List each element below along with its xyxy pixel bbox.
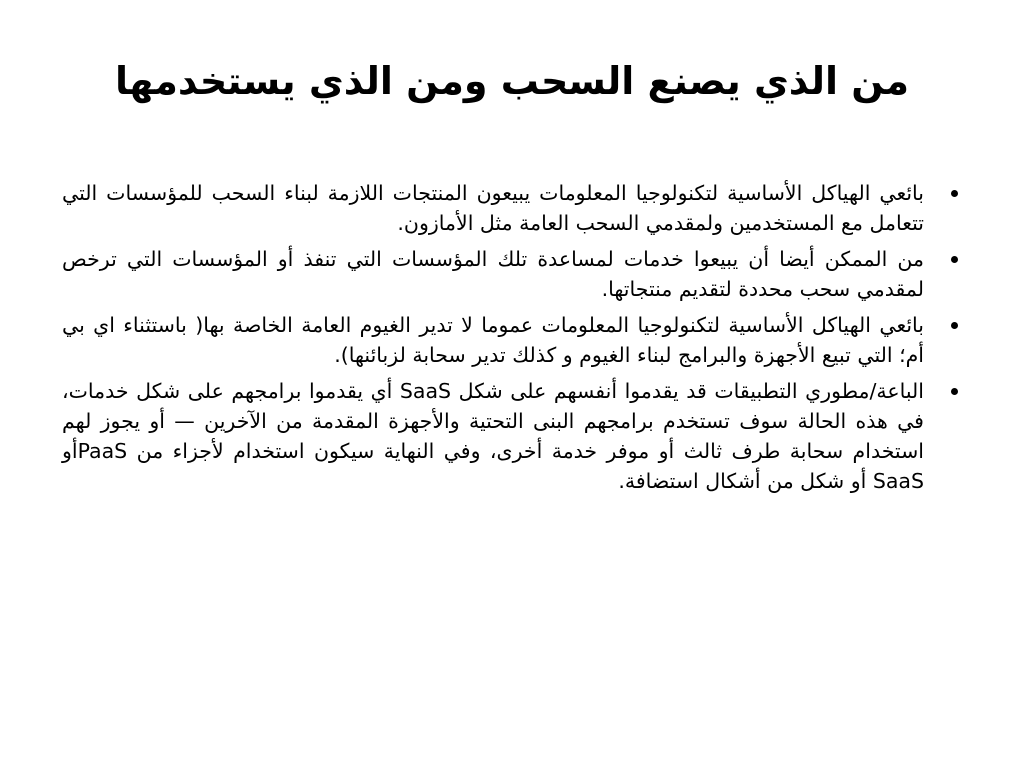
bullet-text: من الممكن أيضا أن يبيعوا خدمات لمساعدة تلك المؤسسات التي تنفذ أو المؤسسات التي ترخص لمقدمي سحب محددة لتقديم منتجاتها. bbox=[62, 247, 924, 301]
bullet-item bbox=[62, 178, 962, 238]
slide-title: من الذي يصنع السحب ومن الذي يستخدمها bbox=[114, 59, 909, 103]
bullet-text: الباعة/مطوري التطبيقات قد يقدموا أنفسهم على شكل SaaS أي يقدموا برامجهم على شكل خدمات، في هذه الحالة سوف تستخدم برامجهم البنى التحتية والأجهزة المقدمة من الآخرين — أو يجوز لهم استخدام سحابة طرف ثالث أو موفر خدمة أخرى، وفي النهاية سيكون استخدام لأجزاء من PaaSأو SaaS أو شكل من أشكال استضافة. bbox=[62, 379, 924, 493]
bullet-dot-icon bbox=[951, 256, 958, 263]
bullet-item bbox=[62, 310, 962, 370]
bullet-list bbox=[62, 178, 962, 502]
bullet-text: بائعي الهياكل الأساسية لتكنولوجيا المعلومات عموما لا تدير الغيوم العامة الخاصة بها( باستثناء اي بي أم؛ التي تبيع الأجهزة والبرامج لبناء الغيوم و كذلك تدير سحابة لزبائنها). bbox=[62, 313, 924, 367]
bullet-dot-icon bbox=[951, 388, 958, 395]
bullet-item bbox=[62, 376, 962, 496]
bullet-text: بائعي الهياكل الأساسية لتكنولوجيا المعلومات يبيعون المنتجات اللازمة لبناء السحب للمؤسسات التي تتعامل مع المستخدمين ولمقدمي السحب العامة مثل الأمازون. bbox=[62, 181, 924, 235]
bullet-dot-icon bbox=[951, 190, 958, 197]
bullet-dot-icon bbox=[951, 322, 958, 329]
bullet-item bbox=[62, 244, 962, 304]
